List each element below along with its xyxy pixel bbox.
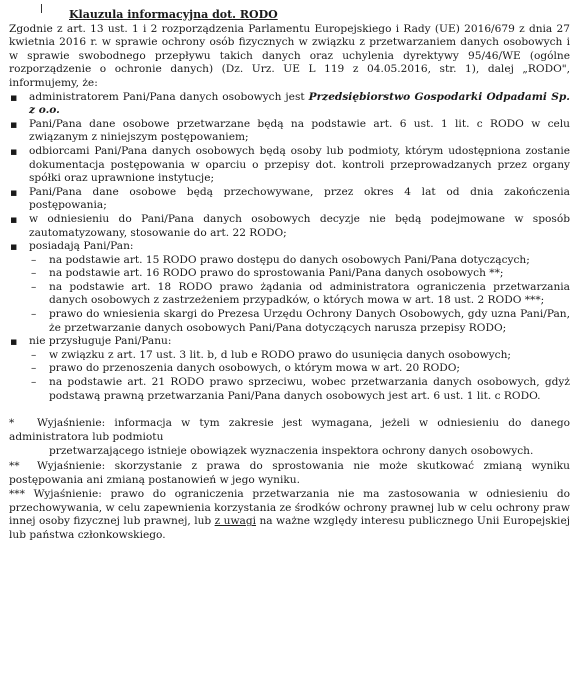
sublist-item: – prawo do wniesienia skargi do Prezesa Urzędu Ochrony Danych Osobowych, gdy uzna Pani/Pan, że przetwarzanie danych osobowych Pani/Pana dotyczących narusza przepisy RODO;	[29, 308, 570, 335]
footnote-3-text: Wyjaśnienie: prawo do ograniczenia przetwarzania nie ma zastosowania w odniesieniu do przechowywania, w celu zapewnienia korzystania ze środków ochrony prawnej lub w celu ochrony praw innej osoby fizycznej lub prawnej, lub	[9, 488, 570, 528]
list-item-retention: ▪ Pani/Pana dane osobowe będą przechowywane, przez okres 4 lat od dnia zakończenia postępowania;	[9, 186, 570, 213]
list-item-no-rights	[9, 335, 570, 403]
list-item-administrator	[9, 91, 570, 118]
footnote-1-continuation: przetwarzającego istnieje obowiązek wyznaczenia inspektora ochrony danych osobowych.	[49, 445, 534, 458]
information-list	[9, 91, 570, 404]
no-rights-heading: nie przysługuje Pani/Panu:	[29, 335, 172, 348]
sublist-item: – prawo do przenoszenia danych osobowych, o którym mowa w art. 20 RODO;	[29, 362, 570, 376]
footnotes	[9, 417, 570, 542]
footnote-marker: *	[9, 417, 15, 430]
footnote-marker: **	[9, 460, 20, 472]
sublist-item: – na podstawie art. 21 RODO prawo sprzeciwu, wobec przetwarzania danych osobowych, gdyż podstawą prawną przetwarzania Pani/Pana danych osobowych jest art. 6 ust. 1 lit. c RODO.	[29, 376, 570, 403]
footnote-3-text-end: na ważne względy interesu publicznego Unii Europejskiej lub państwa członkowskiego.	[9, 515, 571, 541]
text-cursor	[41, 4, 42, 13]
document-title: Klauzula informacyjna dot. RODO	[69, 8, 278, 21]
footnote-2	[9, 460, 570, 487]
sublist-item: – na podstawie art. 15 RODO prawo dostępu do danych osobowych Pani/Pana dotyczących;	[29, 254, 570, 268]
footnote-3-underlined: z uwagi	[214, 515, 257, 528]
sublist-item: – na podstawie art. 16 RODO prawo do sprostowania Pani/Pana danych osobowych **;	[29, 267, 570, 281]
administrator-text: administratorem Pani/Pana danych osobowych jest	[29, 90, 309, 103]
no-rights-sublist	[29, 349, 570, 403]
company-name: Przedsiębiorstwo Gospodarki Odpadami Sp. z o.o.	[29, 90, 570, 117]
rights-sublist	[29, 254, 570, 336]
footnote-1-text: Wyjaśnienie: informacja w tym zakresie jest wymagana, jeżeli w odniesieniu do danego administratora lub podmiotu	[9, 417, 570, 443]
rights-heading: posiadają Pani/Pan:	[29, 240, 134, 253]
list-item-automated-decisions: ▪ w odniesieniu do Pani/Pana danych osobowych decyzje nie będą podejmowane w sposób zautomatyzowany, stosowanie do art. 22 RODO;	[9, 213, 570, 240]
list-item-recipients: ▪ odbiorcami Pani/Pana danych osobowych będą osoby lub podmioty, którym udostępniona zostanie dokumentacja postępowania w oparciu o przepisy dot. kontroli przeprowadzanych przez organy spółki oraz uprawnione instytucje;	[9, 145, 570, 186]
footnote-3	[9, 488, 570, 542]
sublist-item: – w związku z art. 17 ust. 3 lit. b, d lub e RODO prawo do usunięcia danych osobowych;	[29, 349, 570, 363]
footnote-2-text: Wyjaśnienie: skorzystanie z prawa do sprostowania nie może skutkować zmianą wyniku postępowania ani zmianą postanowień w jego wyniku.	[9, 460, 570, 486]
list-item-rights	[9, 240, 570, 335]
intro-paragraph: Zgodnie z art. 13 ust. 1 i 2 rozporządzenia Parlamentu Europejskiego i Rady (UE) 2016/679 z dnia 27 kwietnia 2016 r. w sprawie ochrony osób fizycznych w związku z przetwarzaniem danych osobowych i w sprawie swobodnego przepływu takich danych oraz uchylenia dyrektywy 95/46/WE (ogólne rozporządzenie o ochronie danych) (Dz. Urz. UE L 119 z 04.05.2016, str. 1), dalej „RODO", informujemy, że:	[9, 22, 570, 89]
sublist-item: – na podstawie art. 18 RODO prawo żądania od administratora ograniczenia przetwarzania danych osobowych z zastrzeżeniem przypadków, o których mowa w art. 18 ust. 2 RODO ***;	[29, 281, 570, 308]
list-item-legal-basis: ▪ Pani/Pana dane osobowe przetwarzane będą na podstawie art. 6 ust. 1 lit. c RODO w celu związanym z niniejszym postępowaniem;	[9, 118, 570, 145]
footnote-marker: ***	[9, 488, 25, 501]
footnote-1	[9, 417, 570, 444]
